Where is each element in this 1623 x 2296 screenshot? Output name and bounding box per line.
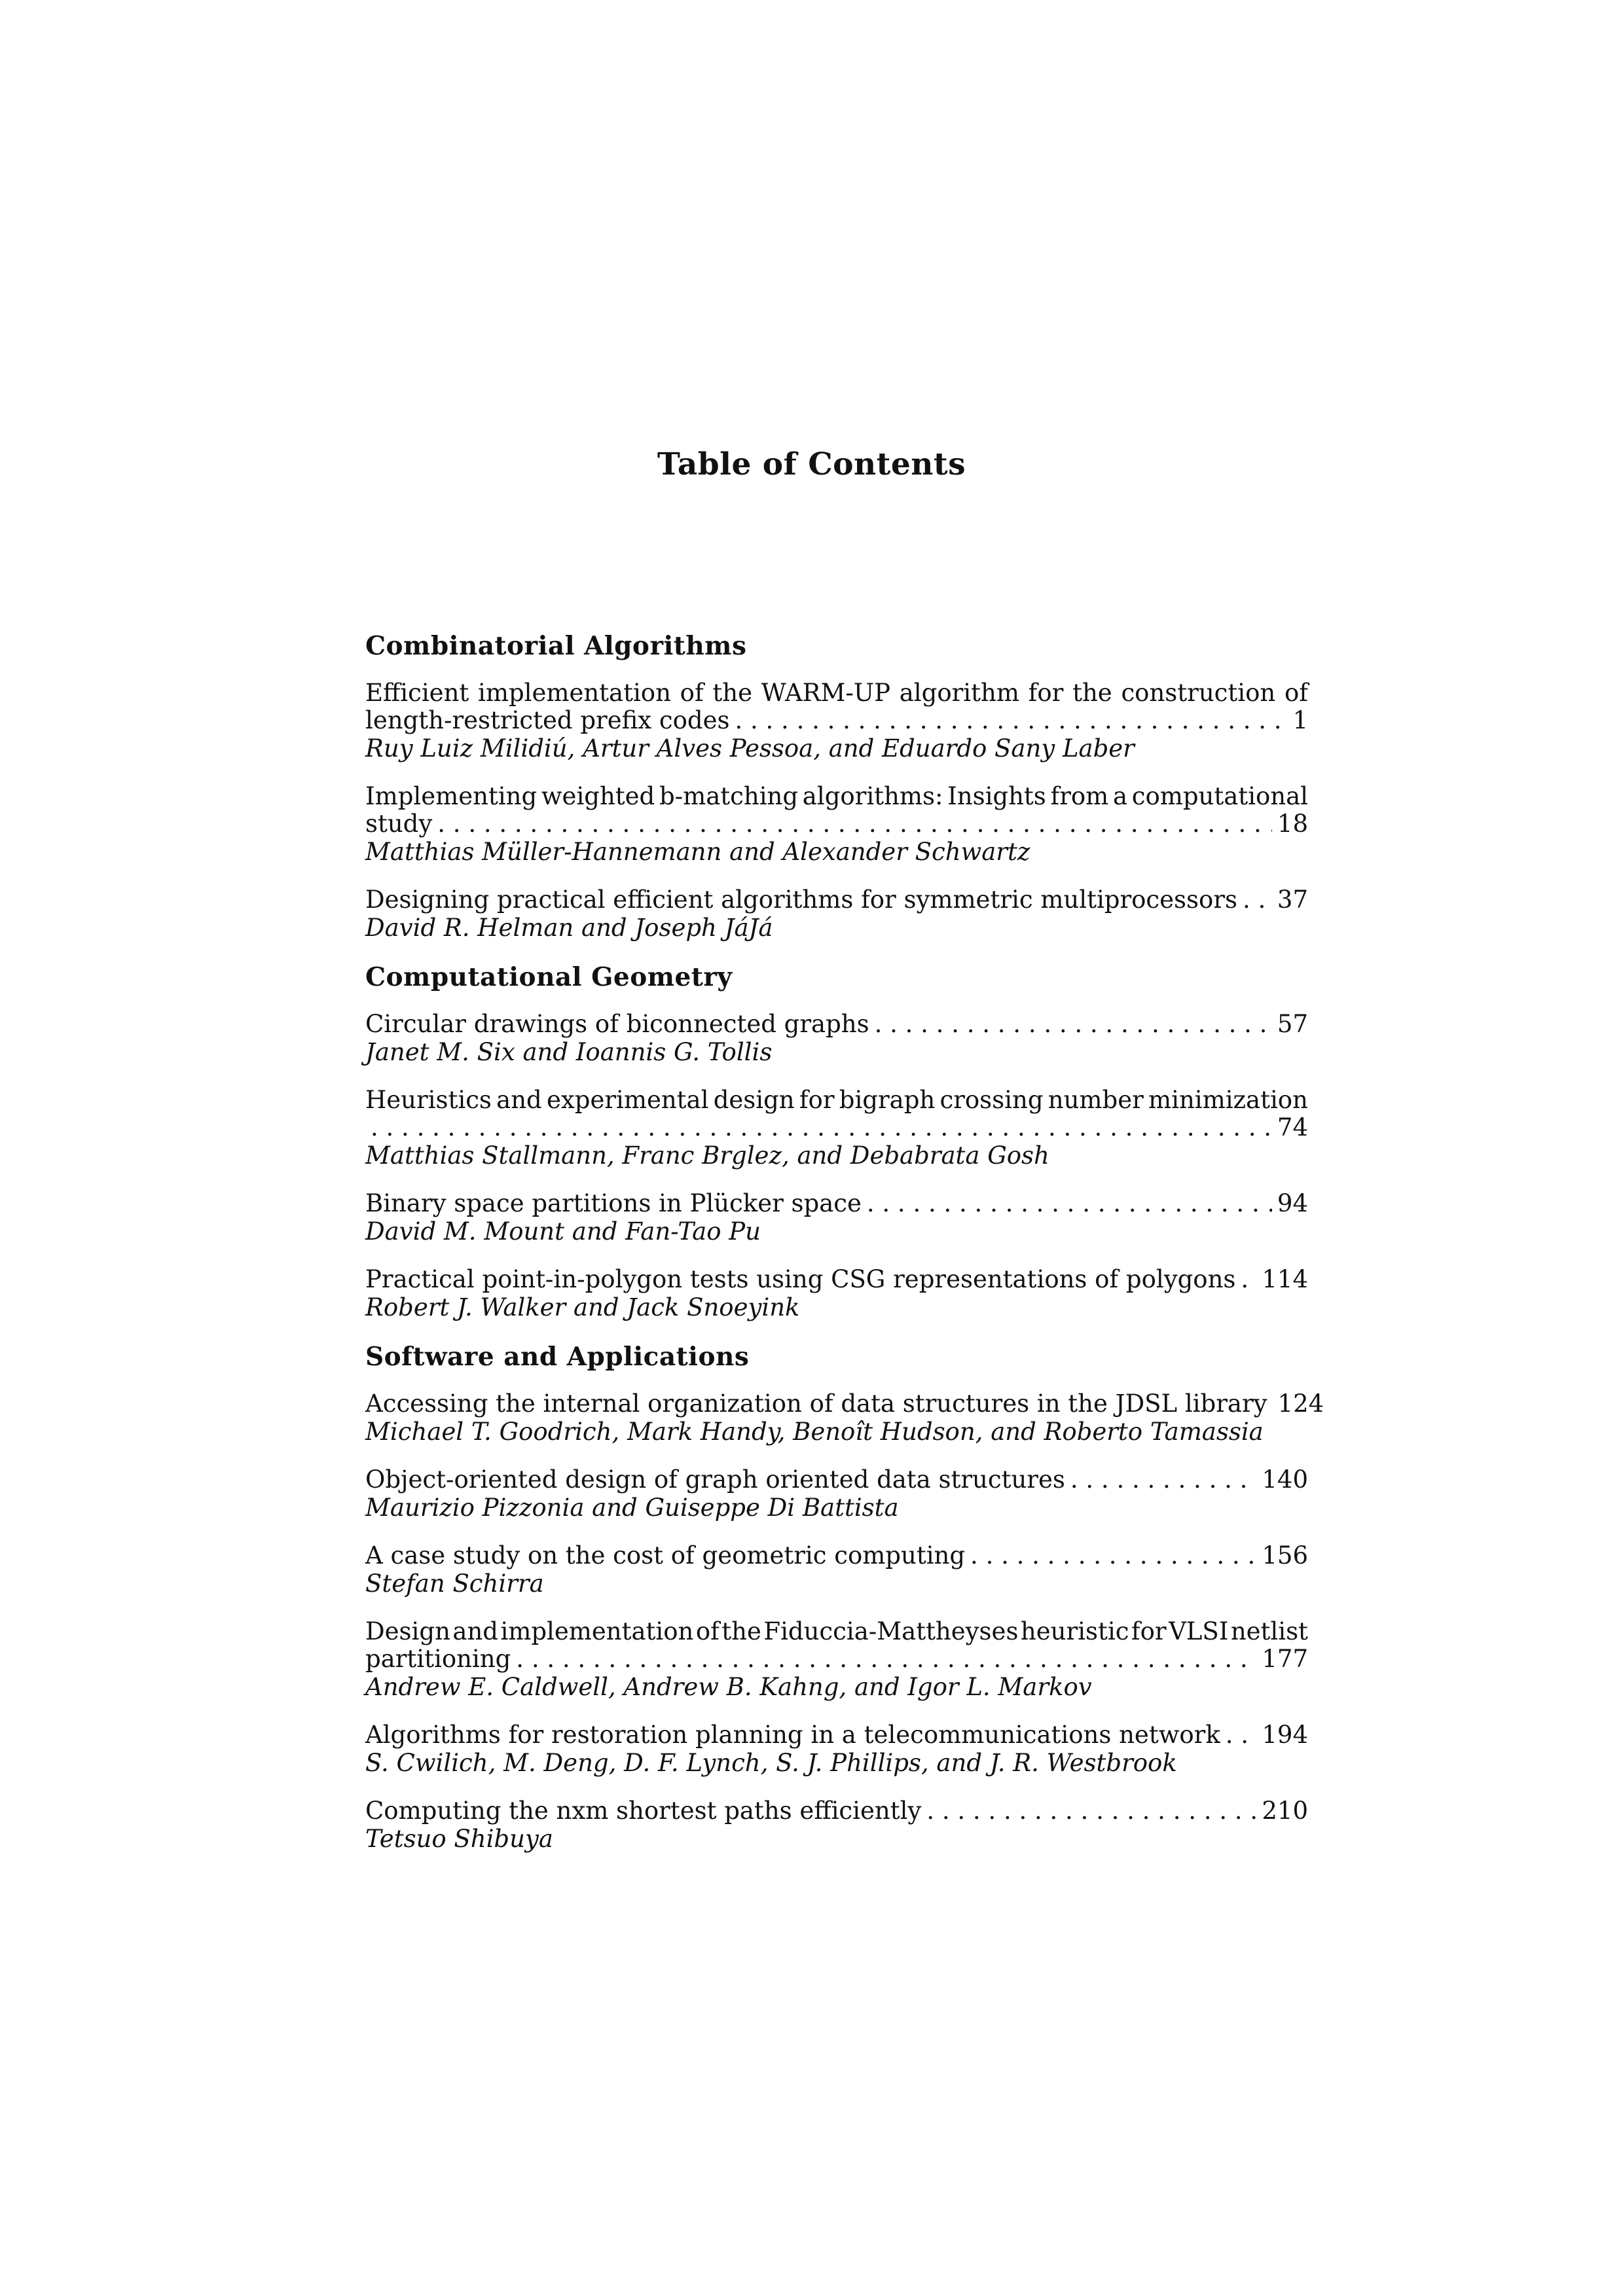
page-number: 140 [1262, 1465, 1308, 1494]
section-heading: Combinatorial Algorithms [365, 631, 747, 661]
entry-authors: Matthias Müller-Hannemann and Alexander Schwartz [365, 838, 1030, 866]
page-number: 74 [1277, 1113, 1308, 1141]
page-number: 114 [1262, 1265, 1308, 1293]
toc-entry[interactable] [365, 1466, 1308, 1522]
dot-leader [1226, 1721, 1257, 1749]
page-title: Table of Contents [657, 446, 966, 482]
section-heading: Computational Geometry [365, 962, 733, 992]
page-number: 124 [1277, 1390, 1324, 1418]
page-number: 18 [1277, 810, 1308, 838]
entry-authors: Janet M. Six and Ioannis G. Tollis [365, 1038, 773, 1066]
entry-title: Practical point-in-polygon tests using CSG representations of polygons [365, 1265, 1236, 1293]
dot-leader [926, 1797, 1256, 1825]
dot-leader [1243, 886, 1272, 914]
entry-title: Heuristics and experimental design for bigraph crossing number minimization [365, 1086, 1308, 1114]
entry-title: Algorithms for restoration planning in a telecommunications network [365, 1721, 1220, 1749]
entry-authors: Robert J. Walker and Jack Snoeyink [365, 1293, 800, 1321]
table-of-contents [365, 630, 1324, 1854]
toc-entry[interactable] [365, 783, 1308, 867]
page-number: 156 [1262, 1541, 1308, 1570]
page-number: 1 [1292, 706, 1308, 734]
toc-entry[interactable] [365, 1797, 1308, 1854]
entry-title: Implementing weighted b-matching algorithms: Insights from a computational [365, 782, 1308, 810]
entry-title: Circular drawings of biconnected graphs [365, 1010, 869, 1038]
toc-entry[interactable] [365, 1086, 1308, 1170]
dot-leader [735, 707, 1287, 734]
page-number: 194 [1262, 1721, 1308, 1749]
entry-title: Efficient implementation of the WARM-UP algorithm for the construction of [365, 679, 1308, 707]
dot-leader [970, 1542, 1256, 1570]
entry-authors: Maurizio Pizzonia and Guiseppe Di Battista [365, 1494, 899, 1522]
entry-title: length-restricted prefix codes [365, 706, 730, 734]
toc-entry[interactable] [365, 1542, 1308, 1598]
page-number: 177 [1262, 1645, 1308, 1673]
entry-title: Design and implementation of the Fiduccia-Mattheyses heuristic for VLSI netlist [365, 1617, 1308, 1645]
toc-entry[interactable] [365, 1190, 1308, 1246]
entry-authors: Ruy Luiz Milidiú, Artur Alves Pessoa, and Eduardo Sany Laber [365, 734, 1135, 762]
entry-authors: Matthias Stallmann, Franc Brglez, and Debabrata Gosh [365, 1141, 1049, 1170]
toc-entry[interactable] [365, 1721, 1308, 1778]
dot-leader [867, 1190, 1272, 1217]
entry-authors: David R. Helman and Joseph JáJá [365, 914, 773, 942]
entry-authors: David M. Mount and Fan-Tao Pu [365, 1217, 761, 1246]
entry-title: Computing the nxm shortest paths efficiently [365, 1797, 922, 1825]
entry-title: Object-oriented design of graph oriented data structures [365, 1465, 1065, 1494]
dot-leader [875, 1011, 1272, 1038]
toc-entry[interactable] [365, 886, 1308, 942]
dot-leader [371, 1114, 1272, 1141]
toc-entry[interactable] [365, 1266, 1308, 1322]
entry-title: study [365, 810, 433, 838]
page-number: 37 [1277, 886, 1308, 914]
entry-authors: Andrew E. Caldwell, Andrew B. Kahng, and Igor L. Markov [365, 1673, 1092, 1701]
entry-title: partitioning [365, 1645, 511, 1673]
entry-title: Binary space partitions in Plücker space [365, 1189, 862, 1217]
toc-entry[interactable] [365, 1390, 1324, 1446]
entry-authors: Stefan Schirra [365, 1570, 544, 1598]
dot-leader [1241, 1266, 1256, 1293]
toc-entry[interactable] [365, 1011, 1308, 1067]
page-number: 94 [1277, 1189, 1308, 1217]
dot-leader [1070, 1466, 1257, 1494]
entry-title: A case study on the cost of geometric computing [365, 1541, 966, 1570]
entry-authors: S. Cwilich, M. Deng, D. F. Lynch, S. J. Phillips, and J. R. Westbrook [365, 1749, 1177, 1777]
entry-title: Accessing the internal organization of data structures in the JDSL library [365, 1390, 1267, 1418]
toc-entry[interactable] [365, 679, 1308, 763]
section-heading: Software and Applications [365, 1342, 750, 1372]
entry-authors: Michael T. Goodrich, Mark Handy, Benoît Hudson, and Roberto Tamassia [365, 1418, 1264, 1446]
dot-leader [516, 1645, 1256, 1673]
page-number: 57 [1277, 1010, 1308, 1038]
toc-entry[interactable] [365, 1618, 1308, 1702]
entry-authors: Tetsuo Shibuya [365, 1825, 553, 1853]
dot-leader [437, 810, 1272, 838]
entry-title: Designing practical efficient algorithms for symmetric multiprocessors [365, 886, 1237, 914]
page-number: 210 [1262, 1797, 1308, 1825]
